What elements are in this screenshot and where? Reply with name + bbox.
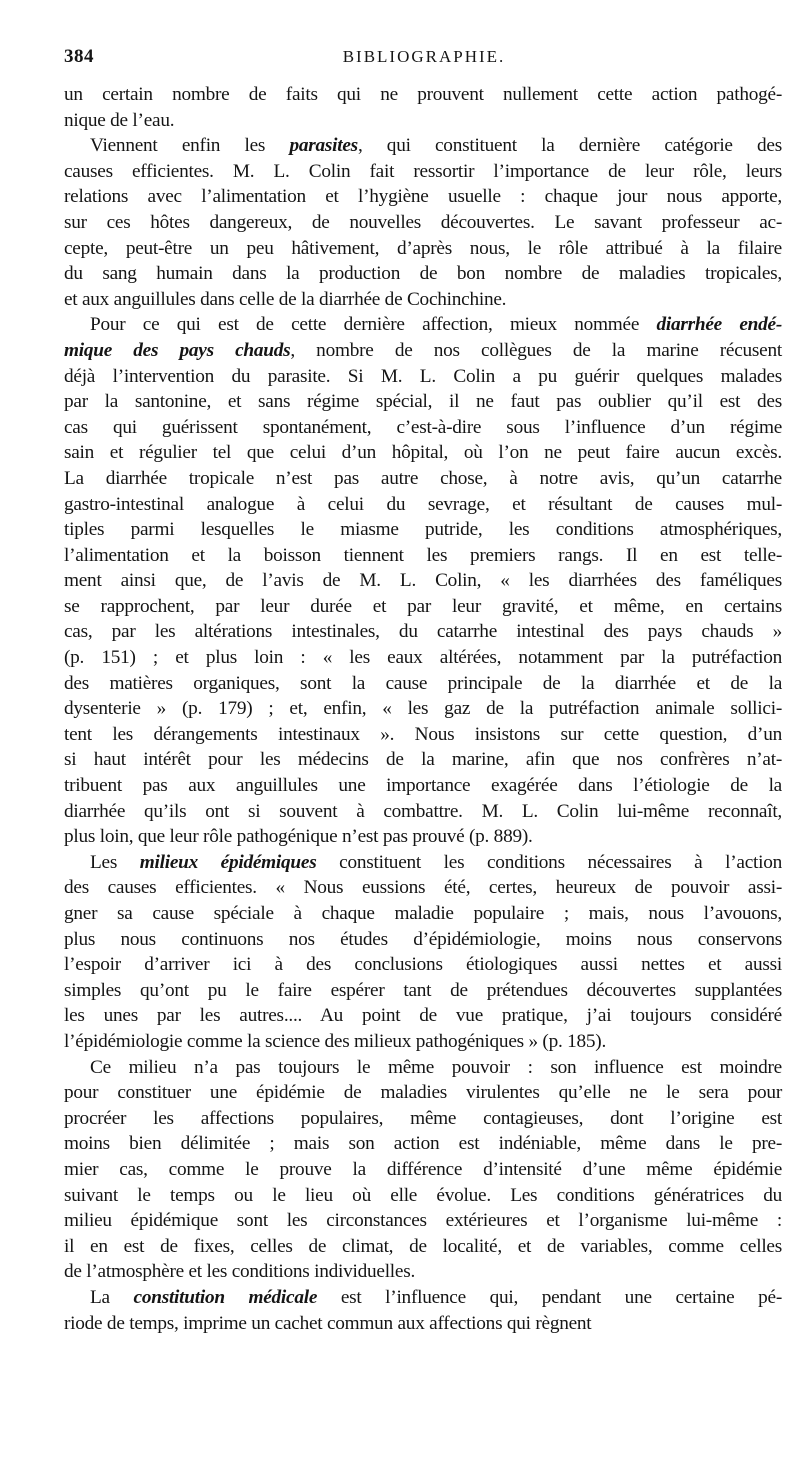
text-run: (p. 151) ; et plus loin : « les eaux altérées, notamment par la putréfaction bbox=[64, 647, 782, 669]
text-run: cepte, peut-être un peu hâtivement, d’après nous, le rôle attribué à la filaire bbox=[64, 237, 782, 259]
text-run: sur ces hôtes dangereux, de nouvelles découvertes. Le savant professeur ac- bbox=[64, 211, 782, 233]
text-run: Viennent enfin les bbox=[90, 135, 290, 157]
text-run: sain et régulier tel que celui d’un hôpital, où l’on ne peut faire aucun excès. bbox=[64, 442, 782, 464]
text-line bbox=[64, 261, 782, 287]
text-line bbox=[64, 517, 782, 543]
text-line bbox=[64, 901, 782, 927]
text-line bbox=[64, 696, 782, 722]
text-run: l’espoir d’arriver ici à des conclusions étiologiques aussi nettes et aussi bbox=[64, 954, 782, 976]
text-line bbox=[64, 1234, 782, 1260]
text-line bbox=[64, 492, 782, 518]
text-run: l’épidémiologie comme la science des milieux pathogéniques » (p. 185). bbox=[64, 1030, 607, 1052]
text-run: suivant le temps ou le lieu où elle évolue. Les conditions génératrices du bbox=[64, 1184, 782, 1206]
text-line bbox=[64, 1311, 782, 1337]
text-run: moins bien délimitée ; mais son action est indéniable, même dans le pre- bbox=[64, 1133, 782, 1155]
paragraph bbox=[64, 133, 782, 312]
italic-term: diarrhée endé- bbox=[656, 314, 782, 336]
text-run: mier cas, comme le prouve la différence d’intensité d’une même épidémie bbox=[64, 1158, 782, 1180]
text-line bbox=[64, 133, 782, 159]
text-line bbox=[64, 1208, 782, 1234]
paragraph bbox=[64, 312, 782, 849]
text-line bbox=[64, 1080, 782, 1106]
body-text bbox=[64, 82, 782, 1336]
text-run: et aux anguillules dans celle de la diarrhée de Cochinchine. bbox=[64, 288, 507, 310]
text-line bbox=[64, 338, 782, 364]
text-run: Pour ce qui est de cette dernière affection, mieux nommée bbox=[90, 314, 657, 336]
text-run: par la santonine, et sans régime spécial, il ne faut pas oublier qu’il est des bbox=[64, 391, 782, 413]
paragraph bbox=[64, 1285, 782, 1336]
text-line bbox=[64, 415, 782, 441]
italic-term: milieux épidémiques bbox=[139, 851, 317, 873]
text-line bbox=[64, 773, 782, 799]
text-line bbox=[64, 952, 782, 978]
text-run: procréer les affections populaires, même contagieuses, dont l’origine est bbox=[64, 1107, 782, 1129]
text-line bbox=[64, 1285, 782, 1311]
text-run: des matières organiques, sont la cause principale de la diarrhée et de la bbox=[64, 672, 782, 694]
text-line bbox=[64, 236, 782, 262]
text-line bbox=[64, 440, 782, 466]
text-line bbox=[64, 824, 782, 850]
italic-term: constitution médicale bbox=[133, 1286, 318, 1308]
text-run: causes efficientes. M. L. Colin fait ressortir l’importance de leur rôle, leurs bbox=[64, 160, 782, 182]
text-line bbox=[64, 978, 782, 1004]
text-line bbox=[64, 1259, 782, 1285]
text-line bbox=[64, 875, 782, 901]
text-run: de l’atmosphère et les conditions individuelles. bbox=[64, 1261, 416, 1283]
text-line bbox=[64, 927, 782, 953]
text-line bbox=[64, 1029, 782, 1055]
text-run: relations avec l’alimentation et l’hygiène usuelle : chaque jour nous apporte, bbox=[64, 186, 782, 208]
text-line bbox=[64, 799, 782, 825]
text-run: pour constituer une épidémie de maladies virulentes qu’elle ne le sera pour bbox=[64, 1082, 782, 1104]
text-line bbox=[64, 159, 782, 185]
paragraph bbox=[64, 850, 782, 1055]
text-run: simples qu’ont pu le faire espérer tant de prétendues découvertes supplantées bbox=[64, 979, 782, 1001]
text-run: si haut intérêt pour les médecins de la marine, afin que nos confrères n’at- bbox=[64, 749, 782, 771]
text-run: cas, par les altérations intestinales, du catarrhe intestinal des pays chauds » bbox=[64, 621, 782, 643]
text-run: La diarrhée tropicale n’est pas autre chose, à notre avis, qu’un catarrhe bbox=[64, 467, 782, 489]
text-run: plus nous continuons nos études d’épidémiologie, moins nous conservons bbox=[64, 928, 782, 950]
text-run: ment ainsi que, de l’avis de M. L. Colin, « les diarrhées des faméliques bbox=[64, 570, 782, 592]
text-run: dysenterie » (p. 179) ; et, enfin, « les gaz de la putréfaction animale sollici- bbox=[64, 698, 782, 720]
text-line bbox=[64, 1157, 782, 1183]
text-run: plus loin, que leur rôle pathogénique n’est pas prouvé (p. 889). bbox=[64, 826, 533, 848]
text-run: les unes par les autres.... Au point de vue pratique, j’ai toujours considéré bbox=[64, 1005, 782, 1027]
text-line bbox=[64, 1003, 782, 1029]
text-run: tent les dérangements intestinaux ». Nous insistons sur cette question, d’un bbox=[64, 723, 782, 745]
text-run: diarrhée qu’ils ont si souvent à combattre. M. L. Colin lui-même reconnaît, bbox=[64, 800, 782, 822]
text-run: des causes efficientes. « Nous eussions été, certes, heureux de pouvoir assi- bbox=[64, 877, 782, 899]
text-line bbox=[64, 82, 782, 108]
text-run: riode de temps, imprime un cachet commun aux affections qui règnent bbox=[64, 1312, 592, 1334]
text-line bbox=[64, 287, 782, 313]
italic-term: mique des pays chauds bbox=[64, 339, 291, 361]
text-run: gastro-intestinal analogue à celui du sevrage, et résultant de causes mul- bbox=[64, 493, 782, 515]
text-line bbox=[64, 619, 782, 645]
text-line bbox=[64, 722, 782, 748]
paragraph bbox=[64, 82, 782, 133]
text-line bbox=[64, 594, 782, 620]
text-run: tribuent pas aux anguillules une importance exagérée dans l’étiologie de la bbox=[64, 775, 782, 797]
text-line bbox=[64, 645, 782, 671]
text-line bbox=[64, 389, 782, 415]
text-line bbox=[64, 184, 782, 210]
text-run: Les bbox=[90, 851, 140, 873]
text-run: milieu épidémique sont les circonstances extérieures et l’organisme lui-même : bbox=[64, 1210, 782, 1232]
text-line bbox=[64, 671, 782, 697]
text-run: , nombre de nos collègues de la marine récusent bbox=[290, 339, 782, 361]
text-line bbox=[64, 312, 782, 338]
text-line bbox=[64, 1055, 782, 1081]
text-line bbox=[64, 466, 782, 492]
text-line bbox=[64, 850, 782, 876]
text-run: il en est de fixes, celles de climat, de localité, et de variables, comme celles bbox=[64, 1235, 782, 1257]
text-run: , qui constituent la dernière catégorie des bbox=[357, 135, 782, 157]
text-run: constituent les conditions nécessaires à l’action bbox=[316, 851, 782, 873]
text-run: La bbox=[90, 1286, 134, 1308]
paragraph bbox=[64, 1055, 782, 1285]
text-line bbox=[64, 364, 782, 390]
text-run: tiples parmi lesquelles le miasme putride, les conditions atmosphériques, bbox=[64, 519, 782, 541]
text-line bbox=[64, 1106, 782, 1132]
text-run: l’alimentation et la boisson tiennent les premiers rangs. Il en est telle- bbox=[64, 544, 782, 566]
text-run: déjà l’intervention du parasite. Si M. L. Colin a pu guérir quelques malades bbox=[64, 365, 782, 387]
text-run: du sang humain dans la production de bon nombre de maladies tropicales, bbox=[64, 263, 782, 285]
text-line bbox=[64, 108, 782, 134]
text-line bbox=[64, 1183, 782, 1209]
page-number: 384 bbox=[64, 46, 94, 67]
italic-term: parasites bbox=[289, 135, 358, 157]
text-run: Ce milieu n’a pas toujours le même pouvoir : son influence est moindre bbox=[90, 1056, 782, 1078]
text-run: est l’influence qui, pendant une certaine pé- bbox=[317, 1286, 782, 1308]
text-line bbox=[64, 1131, 782, 1157]
text-run: cas qui guérissent spontanément, c’est-à-dire sous l’influence d’un régime bbox=[64, 416, 782, 438]
text-run: gner sa cause spéciale à chaque maladie populaire ; mais, nous l’avouons, bbox=[64, 903, 782, 924]
text-line bbox=[64, 747, 782, 773]
text-line bbox=[64, 568, 782, 594]
text-line bbox=[64, 543, 782, 569]
text-line bbox=[64, 210, 782, 236]
text-run: un certain nombre de faits qui ne prouvent nullement cette action pathogé- bbox=[64, 84, 782, 105]
text-run: nique de l’eau. bbox=[64, 109, 175, 131]
text-run: se rapprochent, par leur durée et par leur gravité, et même, en certains bbox=[64, 595, 782, 617]
running-head: BIBLIOGRAPHIE. bbox=[342, 47, 506, 66]
page-header bbox=[64, 46, 784, 76]
